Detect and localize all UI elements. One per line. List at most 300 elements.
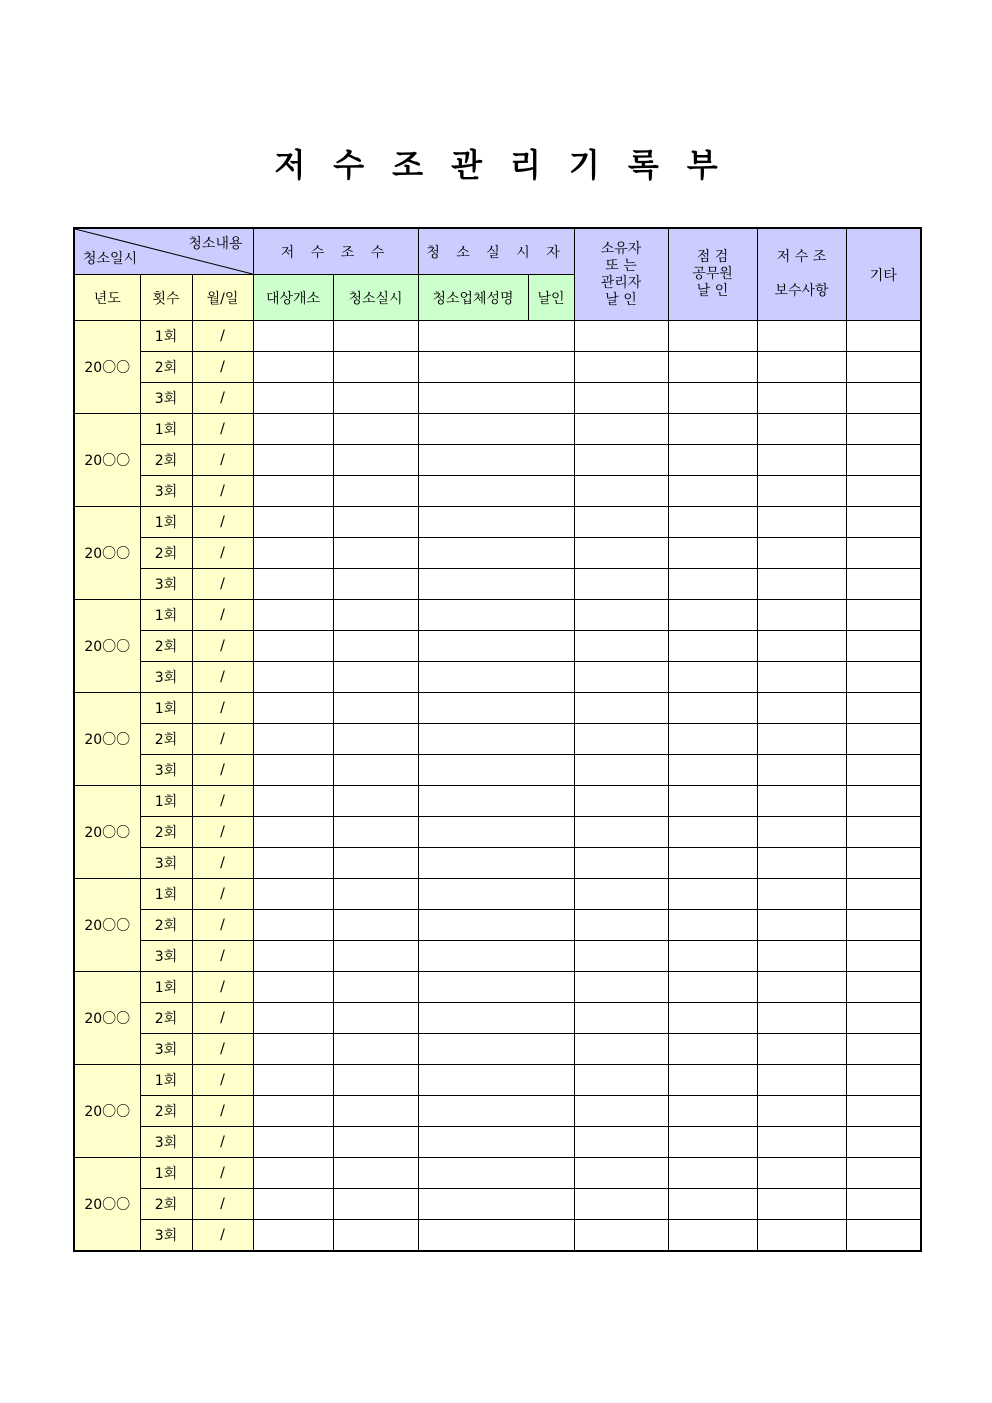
other-cell[interactable]	[846, 507, 921, 538]
target-location-cell[interactable]	[253, 507, 333, 538]
target-location-cell[interactable]	[253, 1034, 333, 1065]
inspector-seal-cell[interactable]	[668, 1003, 757, 1034]
cleaning-done-cell[interactable]	[333, 538, 418, 569]
cleaning-executor-cell[interactable]	[418, 383, 574, 414]
table-row	[74, 724, 921, 755]
table-row	[74, 817, 921, 848]
owner-seal-cell[interactable]	[574, 972, 668, 1003]
other-cell[interactable]	[846, 538, 921, 569]
other-cell[interactable]	[846, 879, 921, 910]
cleaning-done-cell[interactable]	[333, 848, 418, 879]
other-cell[interactable]	[846, 972, 921, 1003]
repair-cell[interactable]	[757, 817, 846, 848]
other-cell[interactable]	[846, 1189, 921, 1220]
target-location-cell[interactable]	[253, 414, 333, 445]
title-char: 리	[510, 146, 541, 184]
year-cell: 20〇〇	[74, 600, 140, 693]
cleaning-executor-cell[interactable]	[418, 631, 574, 662]
cleaning-executor-cell[interactable]	[418, 1034, 574, 1065]
cleaning-done-cell[interactable]	[333, 662, 418, 693]
cleaning-done-cell[interactable]	[333, 383, 418, 414]
owner-seal-cell[interactable]	[574, 352, 668, 383]
inspector-seal-cell[interactable]	[668, 631, 757, 662]
date-cell: /	[192, 476, 253, 507]
target-location-cell[interactable]	[253, 662, 333, 693]
owner-seal-cell[interactable]	[574, 538, 668, 569]
inspector-seal-cell[interactable]	[668, 414, 757, 445]
table-row	[74, 352, 921, 383]
owner-seal-cell[interactable]	[574, 910, 668, 941]
table-row	[74, 1220, 921, 1252]
round-cell: 2회	[140, 631, 192, 662]
other-cell[interactable]	[846, 1003, 921, 1034]
owner-seal-cell[interactable]	[574, 941, 668, 972]
target-location-cell[interactable]	[253, 724, 333, 755]
cleaning-done-cell[interactable]	[333, 693, 418, 724]
owner-seal-cell[interactable]	[574, 1220, 668, 1252]
cleaning-done-cell[interactable]	[333, 879, 418, 910]
inspector-seal-cell[interactable]	[668, 1096, 757, 1127]
inspector-seal-cell[interactable]	[668, 1189, 757, 1220]
cleaning-done-cell[interactable]	[333, 1065, 418, 1096]
round-cell: 1회	[140, 507, 192, 538]
inspector-seal-cell[interactable]	[668, 879, 757, 910]
date-cell: /	[192, 786, 253, 817]
date-cell: /	[192, 662, 253, 693]
cleaning-done-cell[interactable]	[333, 910, 418, 941]
cleaning-executor-cell[interactable]	[418, 786, 574, 817]
date-cell: /	[192, 538, 253, 569]
table-row	[74, 1096, 921, 1127]
round-cell: 3회	[140, 848, 192, 879]
cleaning-done-cell[interactable]	[333, 507, 418, 538]
date-cell: /	[192, 1096, 253, 1127]
cleaning-done-cell[interactable]	[333, 600, 418, 631]
repair-cell[interactable]	[757, 941, 846, 972]
cleaning-executor-cell[interactable]	[418, 1189, 574, 1220]
repair-cell[interactable]	[757, 972, 846, 1003]
owner-seal-cell[interactable]	[574, 786, 668, 817]
other-cell[interactable]	[846, 755, 921, 786]
inspector-seal-cell[interactable]	[668, 1220, 757, 1252]
round-cell: 3회	[140, 1127, 192, 1158]
cleaning-log-table	[73, 227, 922, 1252]
other-cell[interactable]	[846, 817, 921, 848]
cleaning-done-cell[interactable]	[333, 817, 418, 848]
owner-seal-cell[interactable]	[574, 507, 668, 538]
target-location-cell[interactable]	[253, 321, 333, 352]
target-location-cell[interactable]	[253, 1158, 333, 1189]
table-row	[74, 972, 921, 1003]
owner-seal-cell[interactable]	[574, 321, 668, 352]
owner-seal-cell[interactable]	[574, 755, 668, 786]
year-cell: 20〇〇	[74, 1065, 140, 1158]
table-row	[74, 693, 921, 724]
header-row-1	[74, 228, 921, 275]
repair-cell[interactable]	[757, 1158, 846, 1189]
cleaning-done-cell[interactable]	[333, 1220, 418, 1252]
owner-seal-cell[interactable]	[574, 600, 668, 631]
other-cell[interactable]	[846, 1220, 921, 1252]
other-cell[interactable]	[846, 1127, 921, 1158]
other-cell[interactable]	[846, 445, 921, 476]
cleaning-executor-cell[interactable]	[418, 600, 574, 631]
target-location-cell[interactable]	[253, 879, 333, 910]
round-cell: 2회	[140, 445, 192, 476]
date-cell: /	[192, 414, 253, 445]
inspector-seal-cell[interactable]	[668, 1034, 757, 1065]
inspector-seal-cell[interactable]	[668, 569, 757, 600]
target-location-cell[interactable]	[253, 910, 333, 941]
date-cell: /	[192, 352, 253, 383]
year-cell: 20〇〇	[74, 507, 140, 600]
round-cell: 1회	[140, 972, 192, 1003]
round-cell: 1회	[140, 414, 192, 445]
owner-seal-cell[interactable]	[574, 1034, 668, 1065]
cleaning-done-cell[interactable]	[333, 445, 418, 476]
target-location-cell[interactable]	[253, 476, 333, 507]
inspector-seal-cell[interactable]	[668, 910, 757, 941]
header-tank: 저 수 조 수	[253, 228, 418, 275]
date-cell: /	[192, 972, 253, 1003]
date-cell: /	[192, 631, 253, 662]
repair-cell[interactable]	[757, 631, 846, 662]
repair-cell[interactable]	[757, 1189, 846, 1220]
other-cell[interactable]	[846, 414, 921, 445]
cleaning-done-cell[interactable]	[333, 1127, 418, 1158]
date-cell: /	[192, 321, 253, 352]
inspector-seal-cell[interactable]	[668, 848, 757, 879]
other-cell[interactable]	[846, 321, 921, 352]
repair-cell[interactable]	[757, 1220, 846, 1252]
cleaning-executor-cell[interactable]	[418, 972, 574, 1003]
date-cell: /	[192, 1034, 253, 1065]
repair-cell[interactable]	[757, 445, 846, 476]
inspector-seal-cell[interactable]	[668, 693, 757, 724]
inspector-seal-cell[interactable]	[668, 755, 757, 786]
inspector-seal-cell[interactable]	[668, 1127, 757, 1158]
other-cell[interactable]	[846, 569, 921, 600]
target-location-cell[interactable]	[253, 538, 333, 569]
inspector-seal-cell[interactable]	[668, 817, 757, 848]
header-line: 보수사항	[774, 283, 829, 299]
table-row	[74, 848, 921, 879]
cleaning-executor-cell[interactable]	[418, 476, 574, 507]
repair-cell[interactable]	[757, 1127, 846, 1158]
repair-cell[interactable]	[757, 879, 846, 910]
owner-seal-cell[interactable]	[574, 414, 668, 445]
diag-label-datetime: 청소일시	[83, 251, 138, 267]
cleaning-executor-cell[interactable]	[418, 941, 574, 972]
header-owner-seal	[574, 228, 668, 321]
cleaning-done-cell[interactable]	[333, 1003, 418, 1034]
target-location-cell[interactable]	[253, 383, 333, 414]
date-cell: /	[192, 1189, 253, 1220]
cleaning-executor-cell[interactable]	[418, 1127, 574, 1158]
cleaning-done-cell[interactable]	[333, 786, 418, 817]
repair-cell[interactable]	[757, 321, 846, 352]
target-location-cell[interactable]	[253, 569, 333, 600]
repair-cell[interactable]	[757, 724, 846, 755]
date-cell: /	[192, 383, 253, 414]
repair-cell[interactable]	[757, 538, 846, 569]
date-cell: /	[192, 1220, 253, 1252]
table-row	[74, 1127, 921, 1158]
owner-seal-cell[interactable]	[574, 445, 668, 476]
cleaning-executor-cell[interactable]	[418, 693, 574, 724]
target-location-cell[interactable]	[253, 755, 333, 786]
other-cell[interactable]	[846, 724, 921, 755]
cleaning-done-cell[interactable]	[333, 414, 418, 445]
table-row	[74, 1158, 921, 1189]
header-line: 공무원	[692, 266, 733, 282]
header-count: 횟수	[140, 275, 192, 321]
title-char: 관	[451, 146, 482, 184]
target-location-cell[interactable]	[253, 1003, 333, 1034]
inspector-seal-cell[interactable]	[668, 941, 757, 972]
owner-seal-cell[interactable]	[574, 383, 668, 414]
other-cell[interactable]	[846, 1065, 921, 1096]
round-cell: 3회	[140, 941, 192, 972]
round-cell: 2회	[140, 910, 192, 941]
owner-seal-cell[interactable]	[574, 817, 668, 848]
inspector-seal-cell[interactable]	[668, 321, 757, 352]
round-cell: 1회	[140, 693, 192, 724]
cleaning-executor-cell[interactable]	[418, 879, 574, 910]
repair-cell[interactable]	[757, 786, 846, 817]
inspector-seal-cell[interactable]	[668, 476, 757, 507]
repair-cell[interactable]	[757, 383, 846, 414]
repair-cell[interactable]	[757, 600, 846, 631]
other-cell[interactable]	[846, 848, 921, 879]
inspector-seal-cell[interactable]	[668, 786, 757, 817]
cleaning-executor-cell[interactable]	[418, 662, 574, 693]
table-row	[74, 600, 921, 631]
cleaning-done-cell[interactable]	[333, 1158, 418, 1189]
table-row	[74, 414, 921, 445]
table-row	[74, 476, 921, 507]
table-row	[74, 910, 921, 941]
repair-cell[interactable]	[757, 1096, 846, 1127]
cleaning-done-cell[interactable]	[333, 352, 418, 383]
cleaning-executor-cell[interactable]	[418, 352, 574, 383]
table-row	[74, 569, 921, 600]
owner-seal-cell[interactable]	[574, 879, 668, 910]
round-cell: 3회	[140, 569, 192, 600]
repair-cell[interactable]	[757, 693, 846, 724]
year-cell: 20〇〇	[74, 693, 140, 786]
other-cell[interactable]	[846, 600, 921, 631]
diagonal-header-cell	[74, 228, 253, 275]
owner-seal-cell[interactable]	[574, 1065, 668, 1096]
cleaning-done-cell[interactable]	[333, 1034, 418, 1065]
repair-cell[interactable]	[757, 414, 846, 445]
cleaning-done-cell[interactable]	[333, 972, 418, 1003]
inspector-seal-cell[interactable]	[668, 538, 757, 569]
cleaning-executor-cell[interactable]	[418, 321, 574, 352]
other-cell[interactable]	[846, 941, 921, 972]
cleaning-done-cell[interactable]	[333, 476, 418, 507]
owner-seal-cell[interactable]	[574, 1096, 668, 1127]
cleaning-executor-cell[interactable]	[418, 507, 574, 538]
inspector-seal-cell[interactable]	[668, 600, 757, 631]
cleaning-executor-cell[interactable]	[418, 1003, 574, 1034]
header-line: 저 수 조	[776, 249, 827, 265]
owner-seal-cell[interactable]	[574, 569, 668, 600]
target-location-cell[interactable]	[253, 1220, 333, 1252]
round-cell: 2회	[140, 817, 192, 848]
target-location-cell[interactable]	[253, 786, 333, 817]
repair-cell[interactable]	[757, 1034, 846, 1065]
inspector-seal-cell[interactable]	[668, 1158, 757, 1189]
round-cell: 3회	[140, 662, 192, 693]
cleaning-done-cell[interactable]	[333, 724, 418, 755]
target-location-cell[interactable]	[253, 817, 333, 848]
cleaning-executor-cell[interactable]	[418, 817, 574, 848]
round-cell: 3회	[140, 755, 192, 786]
repair-cell[interactable]	[757, 755, 846, 786]
cleaning-executor-cell[interactable]	[418, 848, 574, 879]
cleaning-executor-cell[interactable]	[418, 1096, 574, 1127]
inspector-seal-cell[interactable]	[668, 507, 757, 538]
table-row	[74, 445, 921, 476]
repair-cell[interactable]	[757, 569, 846, 600]
other-cell[interactable]	[846, 1034, 921, 1065]
target-location-cell[interactable]	[253, 1096, 333, 1127]
target-location-cell[interactable]	[253, 972, 333, 1003]
target-location-cell[interactable]	[253, 1127, 333, 1158]
target-location-cell[interactable]	[253, 941, 333, 972]
inspector-seal-cell[interactable]	[668, 445, 757, 476]
other-cell[interactable]	[846, 693, 921, 724]
inspector-seal-cell[interactable]	[668, 1065, 757, 1096]
repair-cell[interactable]	[757, 1003, 846, 1034]
owner-seal-cell[interactable]	[574, 1003, 668, 1034]
target-location-cell[interactable]	[253, 1065, 333, 1096]
round-cell: 1회	[140, 786, 192, 817]
other-cell[interactable]	[846, 1158, 921, 1189]
cleaning-executor-cell[interactable]	[418, 569, 574, 600]
cleaning-executor-cell[interactable]	[418, 910, 574, 941]
inspector-seal-cell[interactable]	[668, 724, 757, 755]
table-row	[74, 631, 921, 662]
title-char: 조	[392, 146, 424, 184]
other-cell[interactable]	[846, 910, 921, 941]
date-cell: /	[192, 1003, 253, 1034]
round-cell: 1회	[140, 321, 192, 352]
table-row	[74, 321, 921, 352]
table-row	[74, 1003, 921, 1034]
other-cell[interactable]	[846, 786, 921, 817]
round-cell: 3회	[140, 383, 192, 414]
cleaning-executor-cell[interactable]	[418, 724, 574, 755]
table-row	[74, 786, 921, 817]
table-row	[74, 383, 921, 414]
owner-seal-cell[interactable]	[574, 1158, 668, 1189]
cleaning-done-cell[interactable]	[333, 631, 418, 662]
cleaning-executor-cell[interactable]	[418, 538, 574, 569]
date-cell: /	[192, 910, 253, 941]
table-row	[74, 941, 921, 972]
owner-seal-cell[interactable]	[574, 662, 668, 693]
cleaning-executor-cell[interactable]	[418, 1220, 574, 1252]
inspector-seal-cell[interactable]	[668, 352, 757, 383]
table-row	[74, 879, 921, 910]
cleaning-done-cell[interactable]	[333, 1189, 418, 1220]
owner-seal-cell[interactable]	[574, 848, 668, 879]
inspector-seal-cell[interactable]	[668, 662, 757, 693]
owner-seal-cell[interactable]	[574, 631, 668, 662]
inspector-seal-cell[interactable]	[668, 972, 757, 1003]
cleaning-executor-cell[interactable]	[418, 1065, 574, 1096]
header-year: 년도	[74, 275, 140, 321]
header-line: 날 인	[605, 291, 637, 308]
target-location-cell[interactable]	[253, 445, 333, 476]
cleaning-done-cell[interactable]	[333, 941, 418, 972]
year-cell: 20〇〇	[74, 321, 140, 414]
cleaning-executor-cell[interactable]	[418, 414, 574, 445]
title-char: 수	[333, 146, 365, 184]
date-cell: /	[192, 600, 253, 631]
target-location-cell[interactable]	[253, 352, 333, 383]
header-company-name: 청소업체성명	[418, 275, 528, 321]
title-char: 기	[568, 146, 600, 184]
cleaning-done-cell[interactable]	[333, 755, 418, 786]
repair-cell[interactable]	[757, 662, 846, 693]
other-cell[interactable]	[846, 383, 921, 414]
header-line: 소유자	[600, 240, 642, 257]
cleaning-executor-cell[interactable]	[418, 755, 574, 786]
target-location-cell[interactable]	[253, 848, 333, 879]
header-cleaning-done: 청소실시	[333, 275, 418, 321]
round-cell: 1회	[140, 879, 192, 910]
other-cell[interactable]	[846, 476, 921, 507]
cleaning-done-cell[interactable]	[333, 1096, 418, 1127]
cleaning-done-cell[interactable]	[333, 569, 418, 600]
inspector-seal-cell[interactable]	[668, 383, 757, 414]
owner-seal-cell[interactable]	[574, 693, 668, 724]
target-location-cell[interactable]	[253, 1189, 333, 1220]
owner-seal-cell[interactable]	[574, 476, 668, 507]
other-cell[interactable]	[846, 662, 921, 693]
repair-cell[interactable]	[757, 1065, 846, 1096]
repair-cell[interactable]	[757, 507, 846, 538]
date-cell: /	[192, 817, 253, 848]
date-cell: /	[192, 445, 253, 476]
cleaning-executor-cell[interactable]	[418, 1158, 574, 1189]
cleaning-done-cell[interactable]	[333, 321, 418, 352]
target-location-cell[interactable]	[253, 631, 333, 662]
date-cell: /	[192, 1127, 253, 1158]
cleaning-executor-cell[interactable]	[418, 445, 574, 476]
repair-cell[interactable]	[757, 476, 846, 507]
repair-cell[interactable]	[757, 352, 846, 383]
repair-cell[interactable]	[757, 848, 846, 879]
date-cell: /	[192, 693, 253, 724]
other-cell[interactable]	[846, 1096, 921, 1127]
target-location-cell[interactable]	[253, 600, 333, 631]
target-location-cell[interactable]	[253, 693, 333, 724]
other-cell[interactable]	[846, 352, 921, 383]
owner-seal-cell[interactable]	[574, 724, 668, 755]
owner-seal-cell[interactable]	[574, 1189, 668, 1220]
other-cell[interactable]	[846, 631, 921, 662]
header-tank-repair	[757, 228, 846, 321]
repair-cell[interactable]	[757, 910, 846, 941]
diag-label-content: 청소내용	[188, 236, 243, 252]
owner-seal-cell[interactable]	[574, 1127, 668, 1158]
title-char: 록	[627, 146, 659, 184]
